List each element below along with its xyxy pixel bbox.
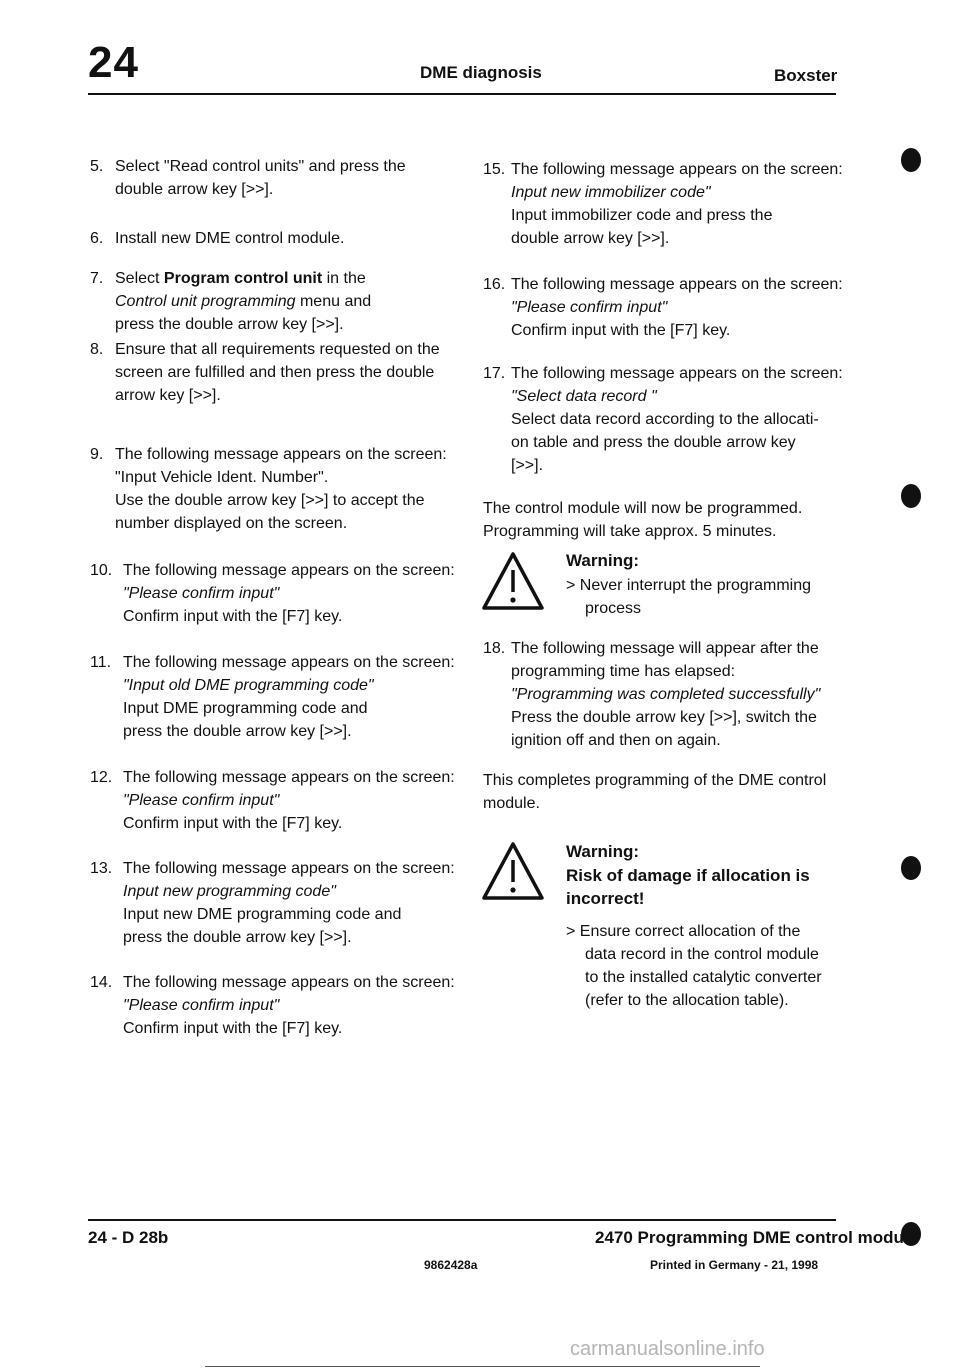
footer-title: 2470 Programming DME control module [595,1228,919,1247]
step-line: screen are fulfilled and then press the double [115,364,435,381]
warning-title: Warning: [566,842,640,861]
step-line: Input new DME programming code and [123,906,402,923]
step-line: Press the double arrow key [>>], switch the [511,709,817,726]
step-line: double arrow key [>>]. [511,230,670,247]
left-column [90,0,455,1100]
step-line: Confirm input with the [F7] key. [123,1020,343,1037]
step-line: press the double arrow key [>>]. [115,316,344,333]
step-number: 18. [483,640,506,657]
binder-hole-marker [901,148,921,172]
completion-note-line: module. [483,795,540,812]
print-info: Printed in Germany - 21, 1998 [650,1258,819,1272]
warning-instruction-line: > Ensure correct allocation of the [566,923,801,940]
warning-subtitle-line: Risk of damage if allocation is [566,866,810,885]
warning-triangle-icon [480,550,546,612]
footer-rule [88,1219,836,1221]
step-line: Input DME programming code and [123,700,368,717]
step-line: ignition off and then on again. [511,732,721,749]
warning-title: Warning: [566,551,640,570]
step-line: "Please confirm input" [123,997,280,1014]
step-line: Use the double arrow key [>>] to accept the [115,492,425,509]
warning-instructions [566,920,822,1012]
step-line [115,290,450,313]
step-line: programming time has elapsed: [511,663,736,680]
step-text-segment: in the [322,270,366,287]
bottom-rule [205,1366,760,1367]
step-line [115,267,450,290]
step-number: 15. [483,161,506,178]
step-line: on table and press the double arrow key [511,434,796,451]
step-line: Input new immobilizer code" [511,184,711,201]
step-body [123,857,455,949]
step-number: 8. [90,341,104,358]
step-line: Select data record according to the allocati- [511,411,819,428]
step-body [511,158,843,250]
step-line: press the double arrow key [>>]. [123,723,352,740]
section-title: DME diagnosis [420,63,542,82]
step-line: The following message appears on the screen: [115,446,447,463]
step-text-segment: menu and [295,293,372,310]
step-number: 14. [90,974,113,991]
step-line: The following message appears on the screen: [123,562,455,579]
step-line: The following message appears on the screen: [123,654,455,671]
binder-hole-marker [901,856,921,880]
step-line: Confirm input with the [F7] key. [123,608,343,625]
step-number: 13. [90,860,113,877]
step-number: 16. [483,276,506,293]
step-text-segment: Select [115,270,164,287]
step-line: Confirm input with the [F7] key. [511,322,731,339]
step-number: 9. [90,446,104,463]
step-line: "Please confirm input" [511,299,668,316]
step-body [115,443,450,535]
step-body [511,362,843,477]
completion-note-line: This completes programming of the DME control [483,772,827,789]
step-line: Install new DME control module. [115,230,345,247]
step-line: double arrow key [>>]. [115,181,274,198]
programming-note [483,497,802,543]
step-line: "Please confirm input" [123,792,280,809]
warning-text-line: > Never interrupt the programming [566,577,811,594]
step-body [123,971,455,1040]
warning-subtitle [566,864,810,910]
step-text-segment: Control unit programming [115,293,296,310]
step-body [123,766,455,835]
step-text-segment: Program control unit [163,270,323,287]
warning-instruction-line: (refer to the allocation table). [585,992,789,1009]
step-line: The following message appears on the screen: [123,860,455,877]
warning-instruction-line: data record in the control module [585,946,819,963]
step-line: "Input old DME programming code" [123,677,374,694]
step-body [115,155,450,201]
step-number: 12. [90,769,113,786]
document-code: 9862428a [424,1258,478,1272]
page-number: 24 - D 28b [88,1228,169,1247]
binder-hole-marker [901,484,921,508]
step-body [511,273,843,342]
step-number: 6. [90,230,104,247]
step-line: "Please confirm input" [123,585,280,602]
step-line: The following message will appear after the [511,640,819,657]
step-line: Ensure that all requirements requested on the [115,341,440,358]
warning-triangle-icon [480,840,546,902]
step-line: arrow key [>>]. [115,387,221,404]
step-line: The following message appears on the screen: [511,365,843,382]
step-line: The following message appears on the screen: [511,276,843,293]
step-number: 7. [90,270,104,287]
step-line: The following message appears on the screen: [123,769,455,786]
step-line: Input immobilizer code and press the [511,207,773,224]
step-body [115,227,450,250]
step-body [123,651,455,743]
step-line: press the double arrow key [>>]. [123,929,352,946]
completion-note [483,769,826,815]
warning-text-line: process [585,600,642,617]
warning-subtitle-line: incorrect! [566,889,645,908]
warning-text [566,574,811,620]
step-body [123,559,455,628]
step-line: "Programming was completed successfully" [511,686,821,703]
watermark-text: carmanualsonline.info [570,1338,765,1360]
step-line: [>>]. [511,457,544,474]
step-line: "Input Vehicle Ident. Number". [115,469,329,486]
programming-note-line: Programming will take approx. 5 minutes. [483,523,777,540]
step-line: "Select data record " [511,388,657,405]
step-number: 5. [90,158,104,175]
chapter-number: 24 [88,38,139,87]
model-name: Boxster [774,66,838,85]
programming-note-line: The control module will now be programmed. [483,500,803,517]
step-body [511,637,843,752]
step-number: 11. [90,654,112,671]
step-number: 10. [90,562,113,579]
warning-instruction-line: to the installed catalytic converter [585,969,822,986]
step-line: Input new programming code" [123,883,336,900]
step-line: Select "Read control units" and press the [115,158,406,175]
step-body [115,338,450,407]
step-number: 17. [483,365,506,382]
step-line: The following message appears on the screen: [511,161,843,178]
step-line: Confirm input with the [F7] key. [123,815,343,832]
step-line: The following message appears on the screen: [123,974,455,991]
step-line: number displayed on the screen. [115,515,348,532]
step-body [115,267,450,336]
